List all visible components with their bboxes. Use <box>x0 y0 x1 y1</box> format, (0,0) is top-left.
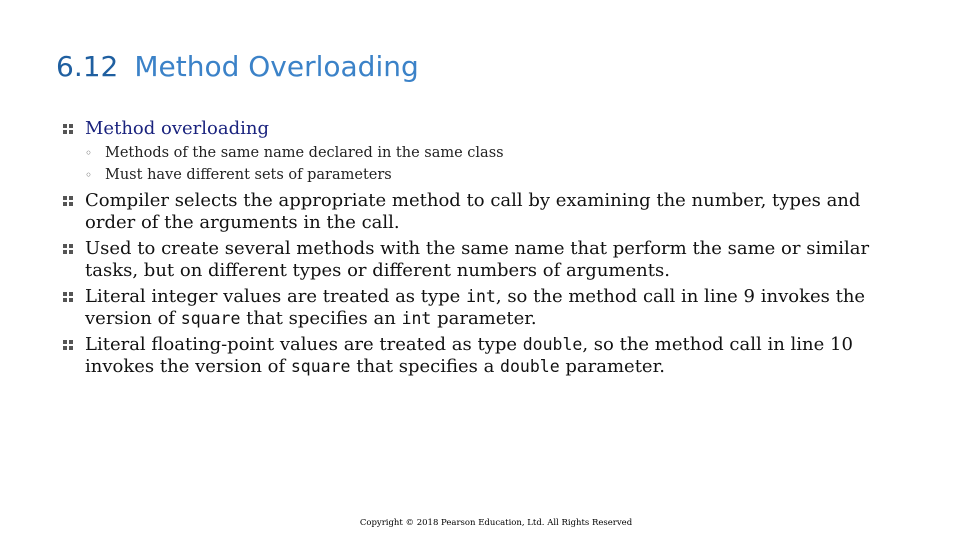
text-run: , so the method call in line 10 invokes the version of <box>85 334 853 377</box>
circle-bullet-icon: ◦ <box>85 168 93 182</box>
text-run: Literal integer values are treated as type <box>85 286 467 307</box>
bullet-text: Method overloading <box>85 118 269 139</box>
square-bullet-icon <box>62 243 74 255</box>
title-text: Method Overloading <box>134 50 419 83</box>
text-run: that specifies an <box>240 308 402 329</box>
title-number: 6.12 <box>56 50 119 83</box>
code-square: square <box>180 309 241 328</box>
bullet-item <box>62 238 902 282</box>
code-square: square <box>290 357 351 376</box>
bullet-text <box>85 334 853 377</box>
bullet-item <box>62 334 902 378</box>
text-run: , so the method call in line 9 invokes the version of <box>85 286 866 329</box>
text-run: parameter. <box>559 356 665 377</box>
code-int: int <box>466 287 496 306</box>
circle-bullet-icon: ◦ <box>85 146 93 160</box>
bullet-text: Used to create several methods with the same name that perform the same or similar tasks, but on different types or different numbers of arguments. <box>85 238 870 281</box>
sub-bullet-list <box>85 142 902 186</box>
code-int: int <box>401 309 432 328</box>
bullet-item <box>62 118 902 186</box>
square-bullet-icon <box>62 195 74 207</box>
bullet-list <box>62 118 902 382</box>
copyright-footer: Copyright © 2018 Pearson Education, Ltd. All Rights Reserved <box>359 518 633 528</box>
square-bullet-icon <box>62 339 74 351</box>
sub-bullet-item <box>85 142 902 164</box>
bullet-text <box>85 286 865 329</box>
sub-bullet-text: Methods of the same name declared in the same class <box>105 145 504 161</box>
text-run: parameter. <box>431 308 537 329</box>
bullet-item <box>62 286 902 330</box>
square-bullet-icon <box>62 123 74 135</box>
sub-bullet-item <box>85 164 902 186</box>
text-run: Literal floating-point values are treated as type <box>85 334 523 355</box>
bullet-item <box>62 190 902 234</box>
square-bullet-icon <box>62 291 74 303</box>
code-double: double <box>500 357 560 376</box>
code-double: double <box>522 335 583 354</box>
slide-title <box>56 50 419 83</box>
sub-bullet-text: Must have different sets of parameters <box>105 167 392 183</box>
bullet-text: Compiler selects the appropriate method to call by examining the number, types and order of the arguments in the call. <box>85 190 861 233</box>
text-run: that specifies a <box>350 356 501 377</box>
